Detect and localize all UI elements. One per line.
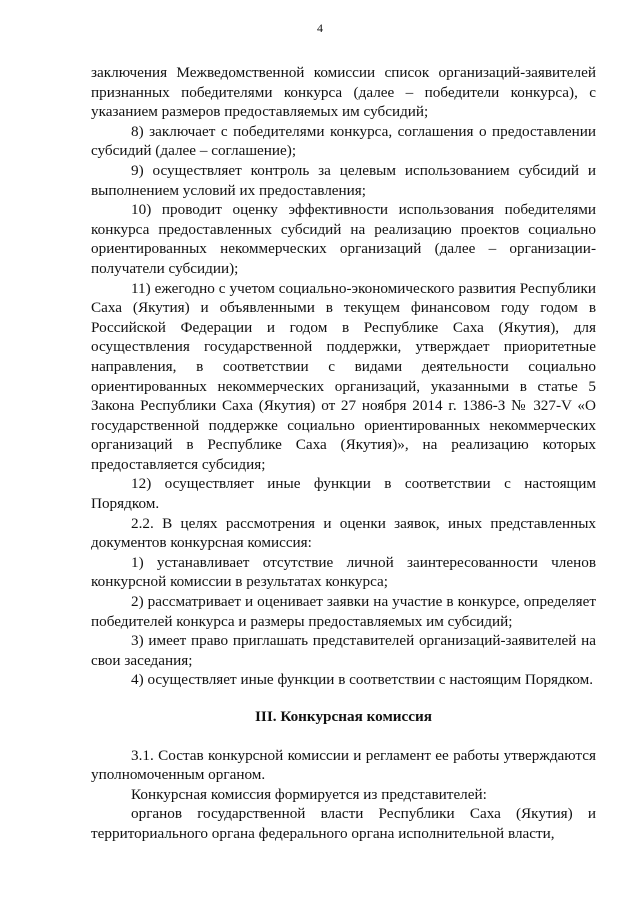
- section-heading: III. Конкурсная комиссия: [255, 708, 432, 725]
- paragraph-commission-2: 2) рассматривает и оценивает заявки на участие в конкурсе, определяет победителей конкурса и размеры предоставляемых им субсидий;: [91, 593, 596, 630]
- page-number: 4: [317, 21, 323, 35]
- paragraph-formation: Конкурсная комиссия формируется из представителей:: [131, 785, 487, 803]
- paragraph-item-12: 12) осуществляет иные функции в соответствии с настоящим Порядком.: [91, 475, 596, 513]
- paragraph-2-2: 2.2. В целях рассмотрения и оценки заявок, иных представленных документов конкурсная комиссия:: [91, 514, 596, 552]
- document-body: [91, 63, 596, 844]
- paragraph-commission-3: 3) имеет право приглашать представителей организаций-заявителей на свои заседания;: [91, 632, 596, 669]
- paragraph-organs: органов государственной власти Республики Саха (Якутия) и территориального органа федерального органа исполнительной власти,: [91, 805, 596, 842]
- paragraph-item-11: 11) ежегодно с учетом социально-экономического развития Республики Саха (Якутия) и объявленными в текущем финансовом году годом в Российской Федерации и годом в Республике Саха (Якутия), для осуществления государственной поддержки, утверждает приоритетные направления, в соответствии с видами деятельности социально ориентированных некоммерческих организаций, указанными в статье 5 Закона Республики Саха (Якутия) от 27 ноября 2014 г. 1386-З № 327-V «О государственной поддержке социально ориентированных некоммерческих организаций в Республике Саха (Якутия)», на реализацию которых предоставляется субсидия;: [91, 279, 596, 473]
- paragraph-continuation: заключения Межведомственной комиссии список организаций-заявителей признанных победителями конкурса (далее – победители конкурса), с указанием размеров предоставляемых им субсидий;: [91, 64, 596, 121]
- paragraph-commission-4: 4) осуществляет иные функции в соответствии с настоящим Порядком.: [131, 671, 594, 689]
- paragraph-item-9: 9) осуществляет контроль за целевым использованием субсидий и выполнением условий их предоставления;: [91, 161, 596, 199]
- paragraph-item-8: 8) заключает с победителями конкурса, соглашения о предоставлении субсидий (далее – соглашение);: [91, 122, 596, 160]
- paragraph-commission-1: 1) устанавливает отсутствие личной заинтересованности членов конкурсной комиссии в результатах конкурса;: [91, 553, 596, 591]
- paragraph-item-10: 10) проводит оценку эффективности использования победителями конкурса предоставленных субсидий на реализацию проектов социально ориентированных некоммерческих организаций (далее – организации-получатели субсидии);: [91, 201, 596, 277]
- paragraph-3-1: 3.1. Состав конкурсной комиссии и регламент ее работы утверждаются уполномоченным органом.: [91, 746, 596, 784]
